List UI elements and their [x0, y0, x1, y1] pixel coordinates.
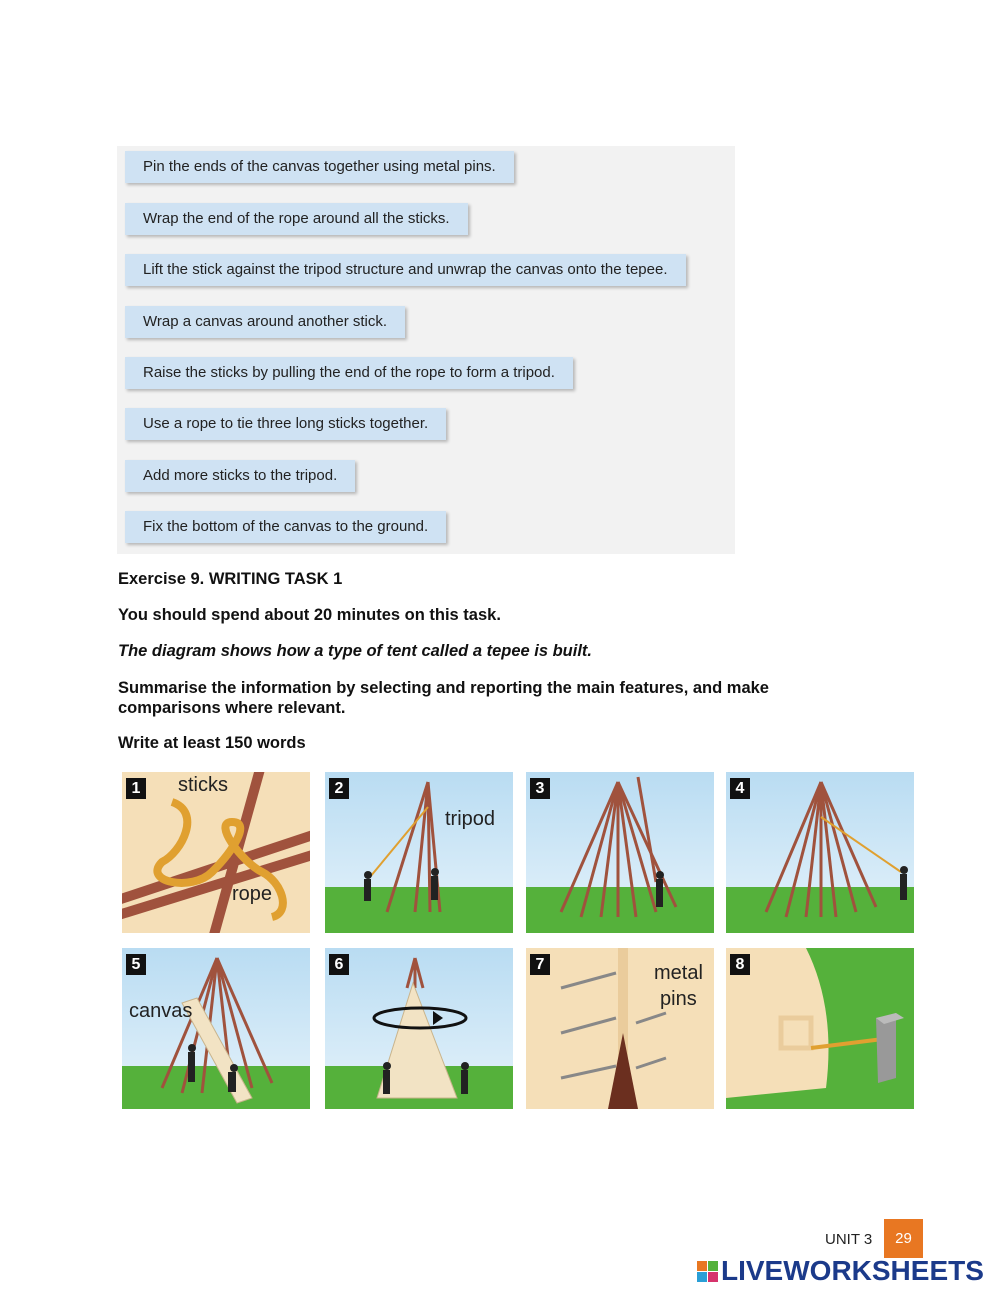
- step-card[interactable]: Wrap a canvas around another stick.: [125, 306, 405, 338]
- panel-number: 1: [126, 778, 146, 799]
- label-tripod: tripod: [445, 808, 496, 830]
- brand-name: LIVEWORKSHEETS: [721, 1255, 984, 1286]
- canvas-peg-illustration: [726, 948, 914, 1109]
- label-pins: pins: [660, 988, 697, 1010]
- diagram-panel-7: [526, 948, 714, 1109]
- steps-drag-area: [117, 146, 735, 554]
- step-card[interactable]: Fix the bottom of the canvas to the ground.: [125, 511, 446, 543]
- step-card[interactable]: Raise the sticks by pulling the end of the rope to form a tripod.: [125, 357, 573, 389]
- exercise-title: Exercise 9. WRITING TASK 1: [118, 570, 343, 588]
- step-card[interactable]: Wrap the end of the rope around all the sticks.: [125, 203, 468, 235]
- panel-number: 8: [730, 954, 750, 975]
- label-rope: rope: [232, 883, 273, 905]
- step-card[interactable]: Use a rope to tie three long sticks together.: [125, 408, 446, 440]
- canvas-wrap-illustration: [325, 948, 513, 1109]
- canvas-stick-illustration: [122, 948, 310, 1109]
- panel-number: 5: [126, 954, 146, 975]
- tripod-illustration: [325, 772, 513, 933]
- diagram-panel-3: [526, 772, 714, 933]
- exercise-time: You should spend about 20 minutes on this task.: [118, 606, 501, 624]
- panel-number: 7: [530, 954, 550, 975]
- more-sticks-illustration: [526, 772, 714, 933]
- panel-number: 6: [329, 954, 349, 975]
- panel-number: 3: [530, 778, 550, 799]
- label-metal: metal: [654, 962, 703, 984]
- diagram-panel-8: [726, 948, 914, 1109]
- diagram-panel-5: [122, 948, 310, 1109]
- page-number: 29: [884, 1219, 923, 1258]
- diagram-panel-4: [726, 772, 914, 933]
- logo-icon: [697, 1261, 718, 1282]
- panel-number: 4: [730, 778, 750, 799]
- exercise-word-count: Write at least 150 words: [118, 734, 306, 752]
- diagram-panel-6: [325, 948, 513, 1109]
- exercise-instructions: Summarise the information by selecting and reporting the main features, and make comparisons where relevant.: [118, 679, 769, 717]
- step-card[interactable]: Lift the stick against the tripod structure and unwrap the canvas onto the tepee.: [125, 254, 686, 286]
- liveworksheets-logo[interactable]: [697, 1255, 984, 1287]
- label-sticks: sticks: [178, 774, 228, 796]
- unit-label: UNIT 3: [825, 1231, 873, 1248]
- rope-wrap-illustration: [726, 772, 914, 933]
- step-card[interactable]: Add more sticks to the tripod.: [125, 460, 355, 492]
- diagram-panel-1: [122, 772, 310, 933]
- step-card[interactable]: Pin the ends of the canvas together using metal pins.: [125, 151, 514, 183]
- label-canvas: canvas: [129, 1000, 193, 1022]
- exercise-prompt: The diagram shows how a type of tent called a tepee is built.: [118, 642, 593, 660]
- diagram-panel-2: [325, 772, 513, 933]
- panel-number: 2: [329, 778, 349, 799]
